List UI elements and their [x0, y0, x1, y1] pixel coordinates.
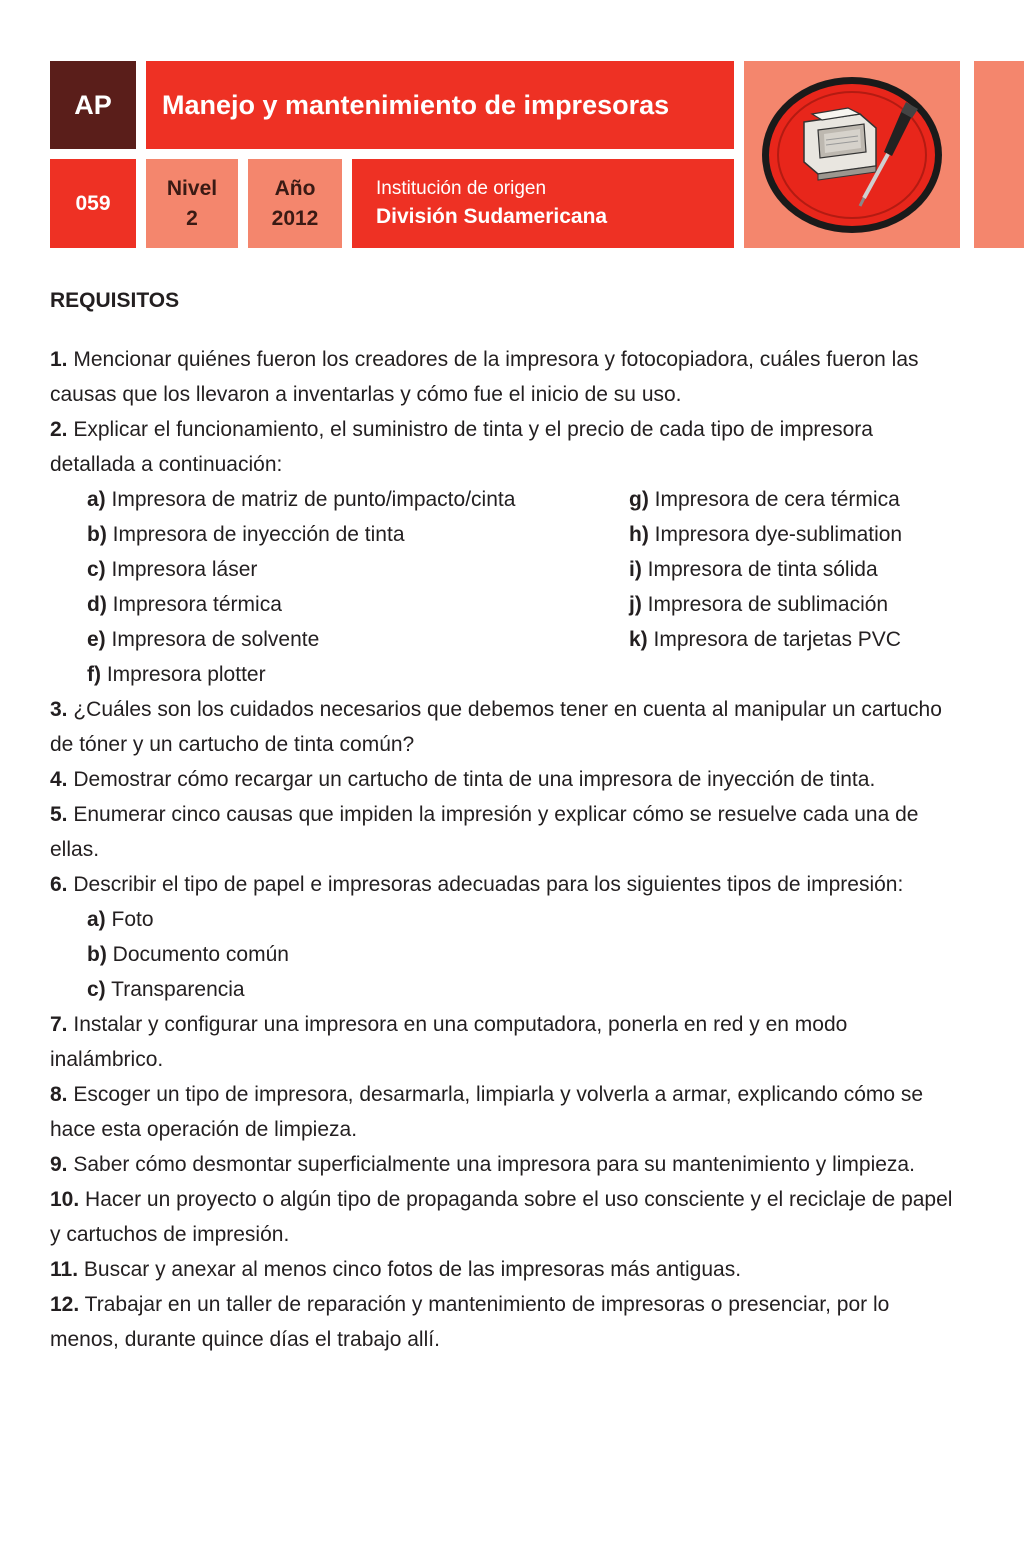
requirement-text: Describir el tipo de papel e impresoras adecuadas para los siguientes tipos de impresión:: [73, 873, 904, 896]
subitem-letter: i): [629, 558, 642, 581]
subitem-letter: h): [629, 523, 649, 546]
subitem-letter: f): [87, 663, 101, 686]
subitem: [87, 587, 629, 622]
print-types-list: [50, 902, 960, 1007]
subitem-letter: e): [87, 628, 106, 651]
level-label: Nivel: [166, 176, 218, 200]
subitem-text: Impresora de cera térmica: [654, 488, 900, 511]
requirement-number: 10.: [50, 1188, 80, 1211]
year-label: Año: [274, 176, 316, 200]
area-code: AP: [50, 61, 136, 149]
requirement-text: Enumerar cinco causas que impiden la impresión y explicar cómo se resuelve cada una de ellas.: [50, 803, 919, 861]
requirement-item: [50, 867, 960, 902]
requirement-number: 7.: [50, 1013, 68, 1036]
requirement-number: 11.: [50, 1258, 79, 1281]
requirement-number: 4.: [50, 768, 68, 791]
subitem: [87, 622, 629, 657]
requirement-number: 9.: [50, 1153, 68, 1176]
subitem: [87, 902, 960, 937]
requirement-number: 12.: [50, 1293, 80, 1316]
subitem-letter: g): [629, 488, 649, 511]
subitem-text: Impresora de tarjetas PVC: [653, 628, 901, 651]
requirement-item: [50, 342, 960, 412]
subitem-letter: a): [87, 908, 106, 931]
requirement-number: 8.: [50, 1083, 68, 1106]
requirement-item: [50, 797, 960, 867]
requirement-number: 3.: [50, 698, 68, 721]
badge-panel: [744, 61, 960, 248]
subitem-text: Documento común: [112, 943, 289, 966]
requirement-number: 6.: [50, 873, 68, 896]
subitem: [87, 972, 960, 1007]
requirements-section: [50, 286, 960, 1357]
subitem-letter: k): [629, 628, 648, 651]
requirement-text: Instalar y configurar una impresora en una computadora, ponerla en red y en modo inalámbrico.: [50, 1013, 848, 1071]
subitem: [629, 482, 959, 517]
requirement-text: Hacer un proyecto o algún tipo de propaganda sobre el uso consciente y el reciclaje de papel y cartuchos de impresión.: [50, 1188, 953, 1246]
institution-box: [352, 159, 734, 248]
side-color-strip: [974, 61, 1024, 248]
requirement-number: 2.: [50, 418, 68, 441]
year-value: 2012: [271, 206, 319, 230]
subitem: [629, 517, 959, 552]
requirement-item: [50, 1007, 960, 1077]
specialty-number: 059: [50, 159, 136, 248]
subitem-text: Impresora plotter: [106, 663, 266, 686]
requirement-item: [50, 1147, 960, 1182]
subitem-letter: b): [87, 523, 107, 546]
subitem-text: Impresora de tinta sólida: [647, 558, 878, 581]
subitem-text: Impresora térmica: [112, 593, 282, 616]
subitem-text: Impresora de sublimación: [647, 593, 889, 616]
subitem: [629, 587, 959, 622]
year-box: [248, 159, 342, 248]
institution-label: Institución de origen: [376, 177, 547, 199]
institution-name: División Sudamericana: [376, 204, 608, 228]
subitem: [629, 622, 959, 657]
subitem-text: Impresora dye-sublimation: [654, 523, 903, 546]
subitem: [629, 552, 959, 587]
requirement-text: Escoger un tipo de impresora, desarmarla, limpiarla y volverla a armar, explicando cómo se hace esta operación de limpieza.: [50, 1083, 924, 1141]
level-box: [146, 159, 238, 248]
subitem-letter: a): [87, 488, 106, 511]
requirement-text: Explicar el funcionamiento, el suministro de tinta y el precio de cada tipo de impresora detallada a continuación:: [50, 418, 873, 476]
subitem: [87, 482, 629, 517]
subitem-letter: c): [87, 978, 106, 1001]
subitem: [87, 552, 629, 587]
page-title: Manejo y mantenimiento de impresoras: [146, 61, 734, 149]
requirement-number: 1.: [50, 348, 68, 371]
subitem-letter: j): [629, 593, 642, 616]
level-value: 2: [186, 206, 198, 230]
subitem-text: Impresora láser: [111, 558, 258, 581]
subitem-text: Impresora de matriz de punto/impacto/cinta: [111, 488, 516, 511]
printer-types-list: [50, 482, 960, 692]
subitem-text: Impresora de inyección de tinta: [112, 523, 405, 546]
requirement-text: Saber cómo desmontar superficialmente una impresora para su mantenimiento y limpieza.: [73, 1153, 915, 1176]
subitem-letter: c): [87, 558, 106, 581]
requirement-item: [50, 1252, 960, 1287]
subitem-text: Impresora de solvente: [111, 628, 320, 651]
requirement-text: Mencionar quiénes fueron los creadores de la impresora y fotocopiadora, cuáles fueron las causas que los llevaron a inventarlas y cómo fue el inicio de su uso.: [50, 348, 919, 406]
requirement-text: Buscar y anexar al menos cinco fotos de las impresoras más antiguas.: [83, 1258, 742, 1281]
requirement-text: Demostrar cómo recargar un cartucho de tinta de una impresora de inyección de tinta.: [73, 768, 876, 791]
requirement-number: 5.: [50, 803, 68, 826]
requirement-item: [50, 1182, 960, 1252]
requirement-item: [50, 762, 960, 797]
subitem-letter: d): [87, 593, 107, 616]
subitem-text: Transparencia: [111, 978, 245, 1001]
subitem-letter: b): [87, 943, 107, 966]
subitem: [87, 517, 629, 552]
requirement-text: ¿Cuáles son los cuidados necesarios que debemos tener en cuenta al manipular un cartucho de tóner y un cartucho de tinta común?: [50, 698, 942, 756]
subitem: [87, 937, 960, 972]
requirements-heading: REQUISITOS: [50, 289, 180, 312]
printer-screwdriver-badge-icon: [752, 70, 952, 240]
subitem-text: Foto: [111, 908, 154, 931]
requirement-item: [50, 1287, 960, 1357]
subitem: [87, 657, 629, 692]
requirement-item: [50, 412, 960, 482]
requirement-text: Trabajar en un taller de reparación y mantenimiento de impresoras o presenciar, por lo menos, durante quince días el trabajo allí.: [50, 1293, 890, 1351]
requirement-item: [50, 1077, 960, 1147]
requirement-item: [50, 692, 960, 762]
